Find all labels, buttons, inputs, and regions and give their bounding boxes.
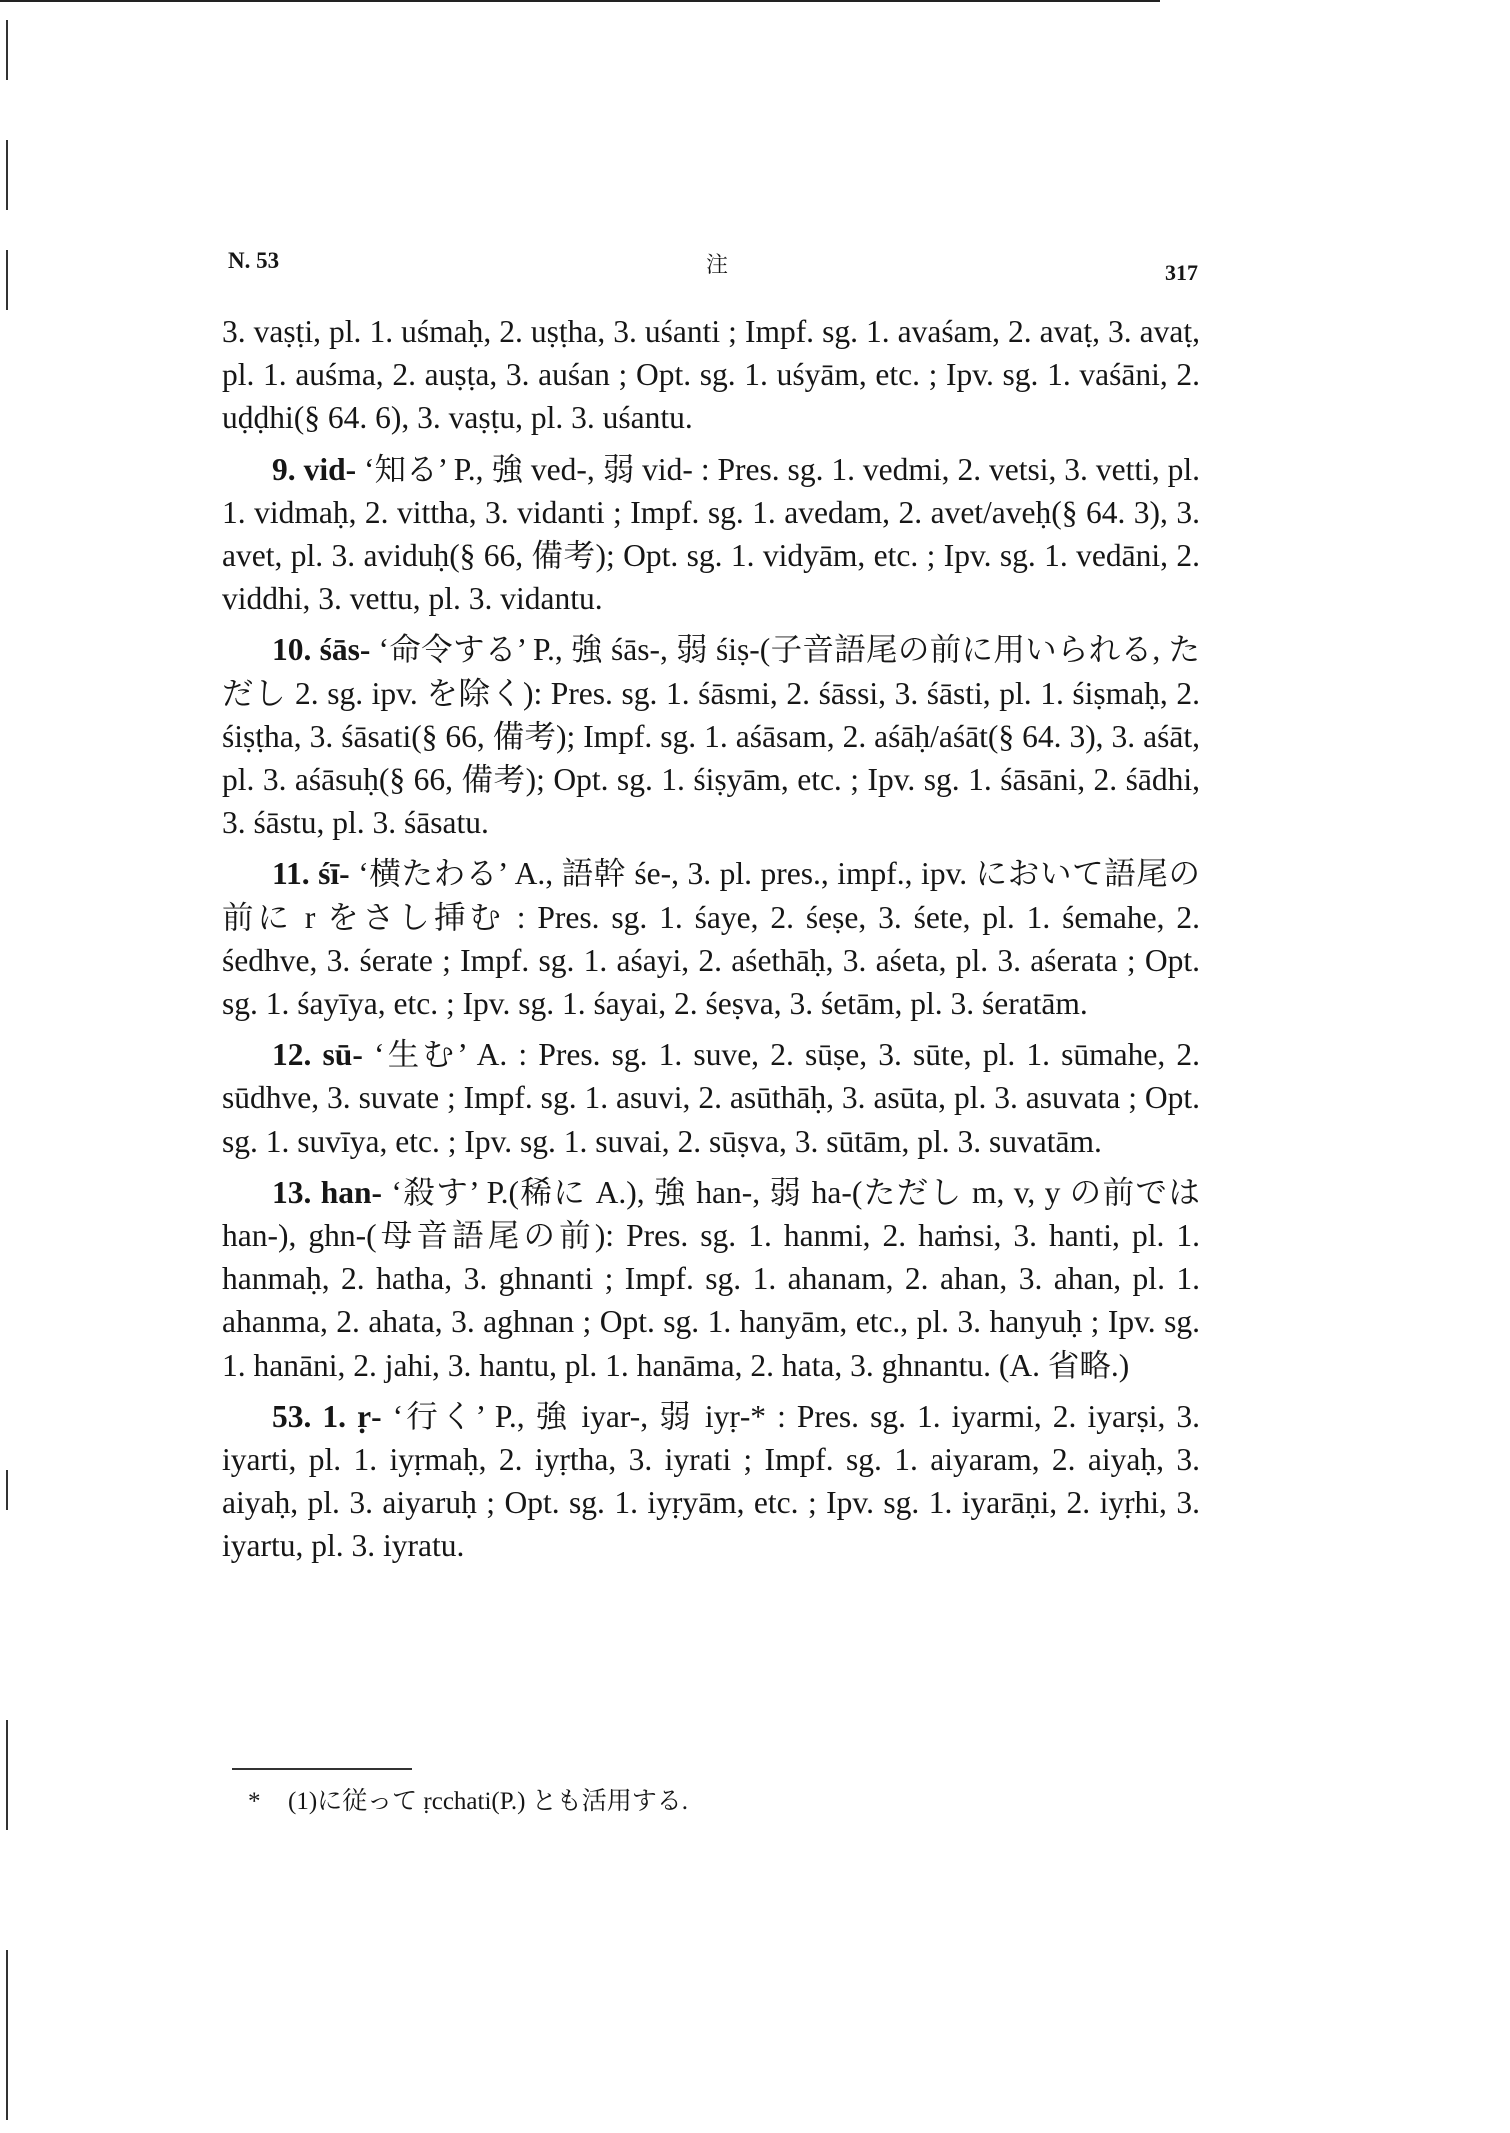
entry-number: 11. — [272, 856, 310, 892]
entry-root: ṛ- — [357, 1398, 382, 1434]
header-title: 注 — [706, 253, 729, 278]
entry-root: han- — [320, 1174, 382, 1210]
entry-number: 12. — [272, 1037, 312, 1073]
entry-text: ‘横たわる’ A., 語幹 śe-, 3. pl. pres., impf., ipv. において語尾の前に r をさし挿む : Pres. sg. 1. śaye, 2. śeṣe, 3. śete, pl. 1. śemahe, 2. śedhve, 3. śerate ; Impf. sg. 1. aśayi, 2. aśethāḥ, 3. aśeta, pl. 3. aśerata ; Opt. sg. 1. śayīya, etc. ; Ipv. sg. 1. śayai, 2. śeṣva, 3. śetām, pl. 3. śeratām. — [222, 856, 1201, 1022]
entry-text: ‘生む’ A. : Pres. sg. 1. suve, 2. sūṣe, 3. sūte, pl. 1. sūmahe, 2. sūdhve, 3. suvate ; Impf. sg. 1. asuvi, 2. asūthāḥ, 3. asūta, pl. 3. asuvata ; Opt. sg. 1. suvīya, etc. ; Ipv. sg. 1. suvai, 2. sūṣva, 3. sūtām, pl. 3. suvatām. — [222, 1037, 1201, 1159]
entry-number: 53. 1. — [272, 1398, 347, 1434]
entry-root: śās- — [319, 632, 371, 668]
entry-root: śī- — [318, 856, 350, 892]
verb-entry-han — [222, 1171, 1200, 1387]
footnote-divider — [232, 1768, 412, 1770]
verb-entry-su — [222, 1033, 1200, 1163]
page-header — [228, 248, 1198, 288]
footnote — [248, 1784, 1148, 1820]
verb-entry-vid — [222, 448, 1200, 621]
footnote-text: (1)に従って ṛcchati(P.) とも活用する. — [288, 1788, 688, 1815]
entry-text: ‘殺す’ P.(稀に A.), 強 han-, 弱 ha-(ただし m, v, y の前では han-), ghn-(母音語尾の前): Pres. sg. 1. hanmi, 2. haṁsi, 3. hanti, pl. 1. hanmaḥ, 2. hatha, 3. ghnanti ; Impf. sg. 1. ahanam, 2. ahan, 3. ahan, pl. 1. ahanma, 2. ahata, 3. aghnan ; Opt. sg. 1. hanyām, etc., pl. 3. hanyuḥ ; Ipv. sg. 1. hanāni, 2. jahi, 3. hantu, pl. 1. hanāma, 2. hata, 3. ghnantu. (A. 省略.) — [222, 1174, 1201, 1383]
verb-entry-sas — [222, 628, 1200, 844]
footnote-marker: * — [248, 1788, 261, 1815]
entry-number: 13. — [272, 1174, 312, 1210]
page-body — [222, 310, 1200, 1576]
scan-border-top — [0, 0, 1160, 2]
entry-text: ‘行く’ P., 強 iyar-, 弱 iyṛ-* : Pres. sg. 1. iyarmi, 2. iyarṣi, 3. iyarti, pl. 1. iyṛmaḥ, 2. iyṛtha, 3. iyrati ; Impf. sg. 1. aiyaram, 2. aiyaḥ, 3. aiyaḥ, pl. 3. aiyaruḥ ; Opt. sg. 1. iyṛyām, etc. ; Ipv. sg. 1. iyarāṇi, 2. iyṛhi, 3. iyartu, pl. 3. iyratu. — [222, 1398, 1201, 1564]
scan-margin-mark — [6, 1470, 8, 1510]
scan-margin-mark — [6, 1720, 8, 1830]
entry-root: vid- — [303, 451, 357, 487]
entry-number: 9. — [272, 451, 296, 487]
scan-margin-mark — [6, 140, 8, 210]
scan-margin-mark — [6, 250, 8, 310]
paragraph-text: 3. vaṣṭi, pl. 1. uśmaḥ, 2. uṣṭha, 3. uśanti ; Impf. sg. 1. avaśam, 2. avaṭ, 3. avaṭ, pl. 1. auśma, 2. auṣṭa, 3. auśan ; Opt. sg. 1. uśyām, etc. ; Ipv. sg. 1. vaśāni, 2. uḍḍhi(§ 64. 6), 3. vaṣṭu, pl. 3. uśantu. — [222, 314, 1200, 436]
verb-entry-r — [222, 1395, 1200, 1568]
section-ref: N. 53 — [228, 248, 280, 273]
page-number: 317 — [1165, 260, 1198, 285]
verb-entry-si — [222, 852, 1200, 1025]
entry-text: ‘知る’ P., 強 ved-, 弱 vid- : Pres. sg. 1. vedmi, 2. vetsi, 3. vetti, pl. 1. vidmaḥ, 2. vittha, 3. vidanti ; Impf. sg. 1. avedam, 2. avet/aveḥ(§ 64. 3), 3. avet, pl. 3. aviduḥ(§ 66, 備考); Opt. sg. 1. vidyām, etc. ; Ipv. sg. 1. vedāni, 2. viddhi, 3. vettu, pl. 3. vidantu. — [222, 451, 1201, 617]
entry-text: ‘命令する’ P., 強 śās-, 弱 śiṣ-(子音語尾の前に用いられる, ただし 2. sg. ipv. を除く): Pres. sg. 1. śāsmi, 2. śāssi, 3. śāsti, pl. 1. śiṣmaḥ, 2. śiṣṭha, 3. śāsati(§ 66, 備考); Impf. sg. 1. aśāsam, 2. aśāḥ/aśāt(§ 64. 3), 3. aśāt, pl. 3. aśāsuḥ(§ 66, 備考); Opt. sg. 1. śiṣyām, etc. ; Ipv. sg. 1. śāsāni, 2. śādhi, 3. śāstu, pl. 3. śāsatu. — [222, 632, 1201, 841]
scan-margin-mark — [6, 1950, 8, 2120]
entry-number: 10. — [272, 632, 312, 668]
entry-root: sū- — [322, 1037, 363, 1073]
scan-margin-mark — [6, 20, 8, 80]
paragraph-continuation — [222, 310, 1200, 440]
